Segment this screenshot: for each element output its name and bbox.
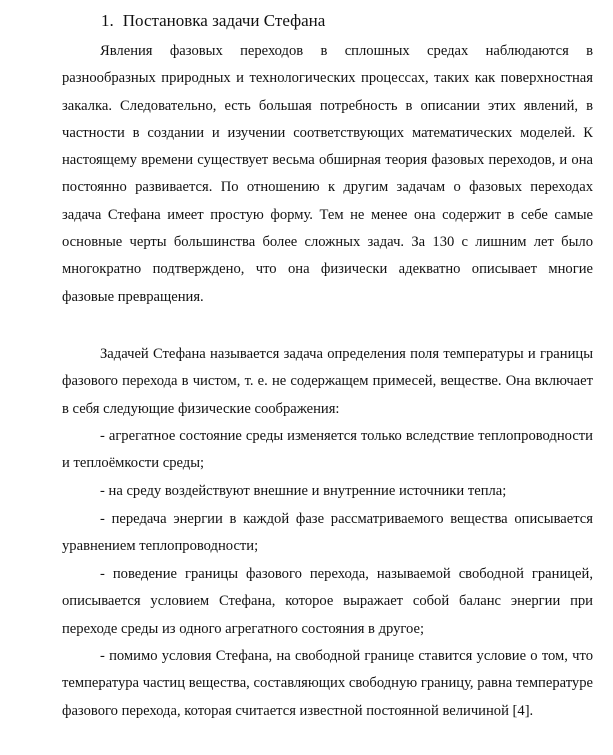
list-item-boundary-temperature: - помимо условия Стефана, на свободной границе ставится условие о том, что температура частиц вещества, составляющих свободную границу, равна температуре фазового перехода, которая считается известной постоянной величиной [4]. bbox=[62, 648, 593, 719]
list-item-heat-equation: - передача энергии в каждой фазе рассматриваемого вещества описывается уравнением теплопроводности; bbox=[62, 511, 593, 555]
paragraph-intro: Явления фазовых переходов в сплошных средах наблюдаются в разнообразных природных и технологических процессах, таких как поверхностная закалка. Следовательно, есть большая потребность в описании этих явлений, в частности в создании и изучении соответствующих математических моделей. К настоящему времени существует весьма обширная теория фазовых переходов, и она постоянно развивается. По отношению к другим задачам о фазовых переходах задача Стефана имеет простую форму. Тем не менее она содержит в себе самые основные черты большинства более сложных задач. За 130 с лишним лет было многократно подтверждено, что она физически адекватно описывает многие фазовые превращения. bbox=[62, 43, 593, 305]
section-number: 1. bbox=[101, 11, 114, 30]
paragraph-definition: Задачей Стефана называется задача определения поля температуры и границы фазового перехода в чистом, т. е. не содержащем примесей, веществе. Она включает в себя следующие физические соображения: bbox=[62, 346, 593, 417]
section-title: Постановка задачи Стефана bbox=[122, 11, 326, 30]
list-item-heat-sources: - на среду воздействуют внешние и внутренние источники тепла; bbox=[100, 483, 507, 499]
list-item-aggregate-state: - агрегатное состояние среды изменяется только вследствие теплопроводности и теплоёмкости среды; bbox=[62, 428, 593, 472]
list-item-stefan-condition: - поведение границы фазового перехода, называемой свободной границей, описывается условием Стефана, которое выражает собой баланс энергии при переходе среды из одного агрегатного состояния в другое; bbox=[62, 566, 593, 637]
section-heading bbox=[101, 10, 325, 32]
